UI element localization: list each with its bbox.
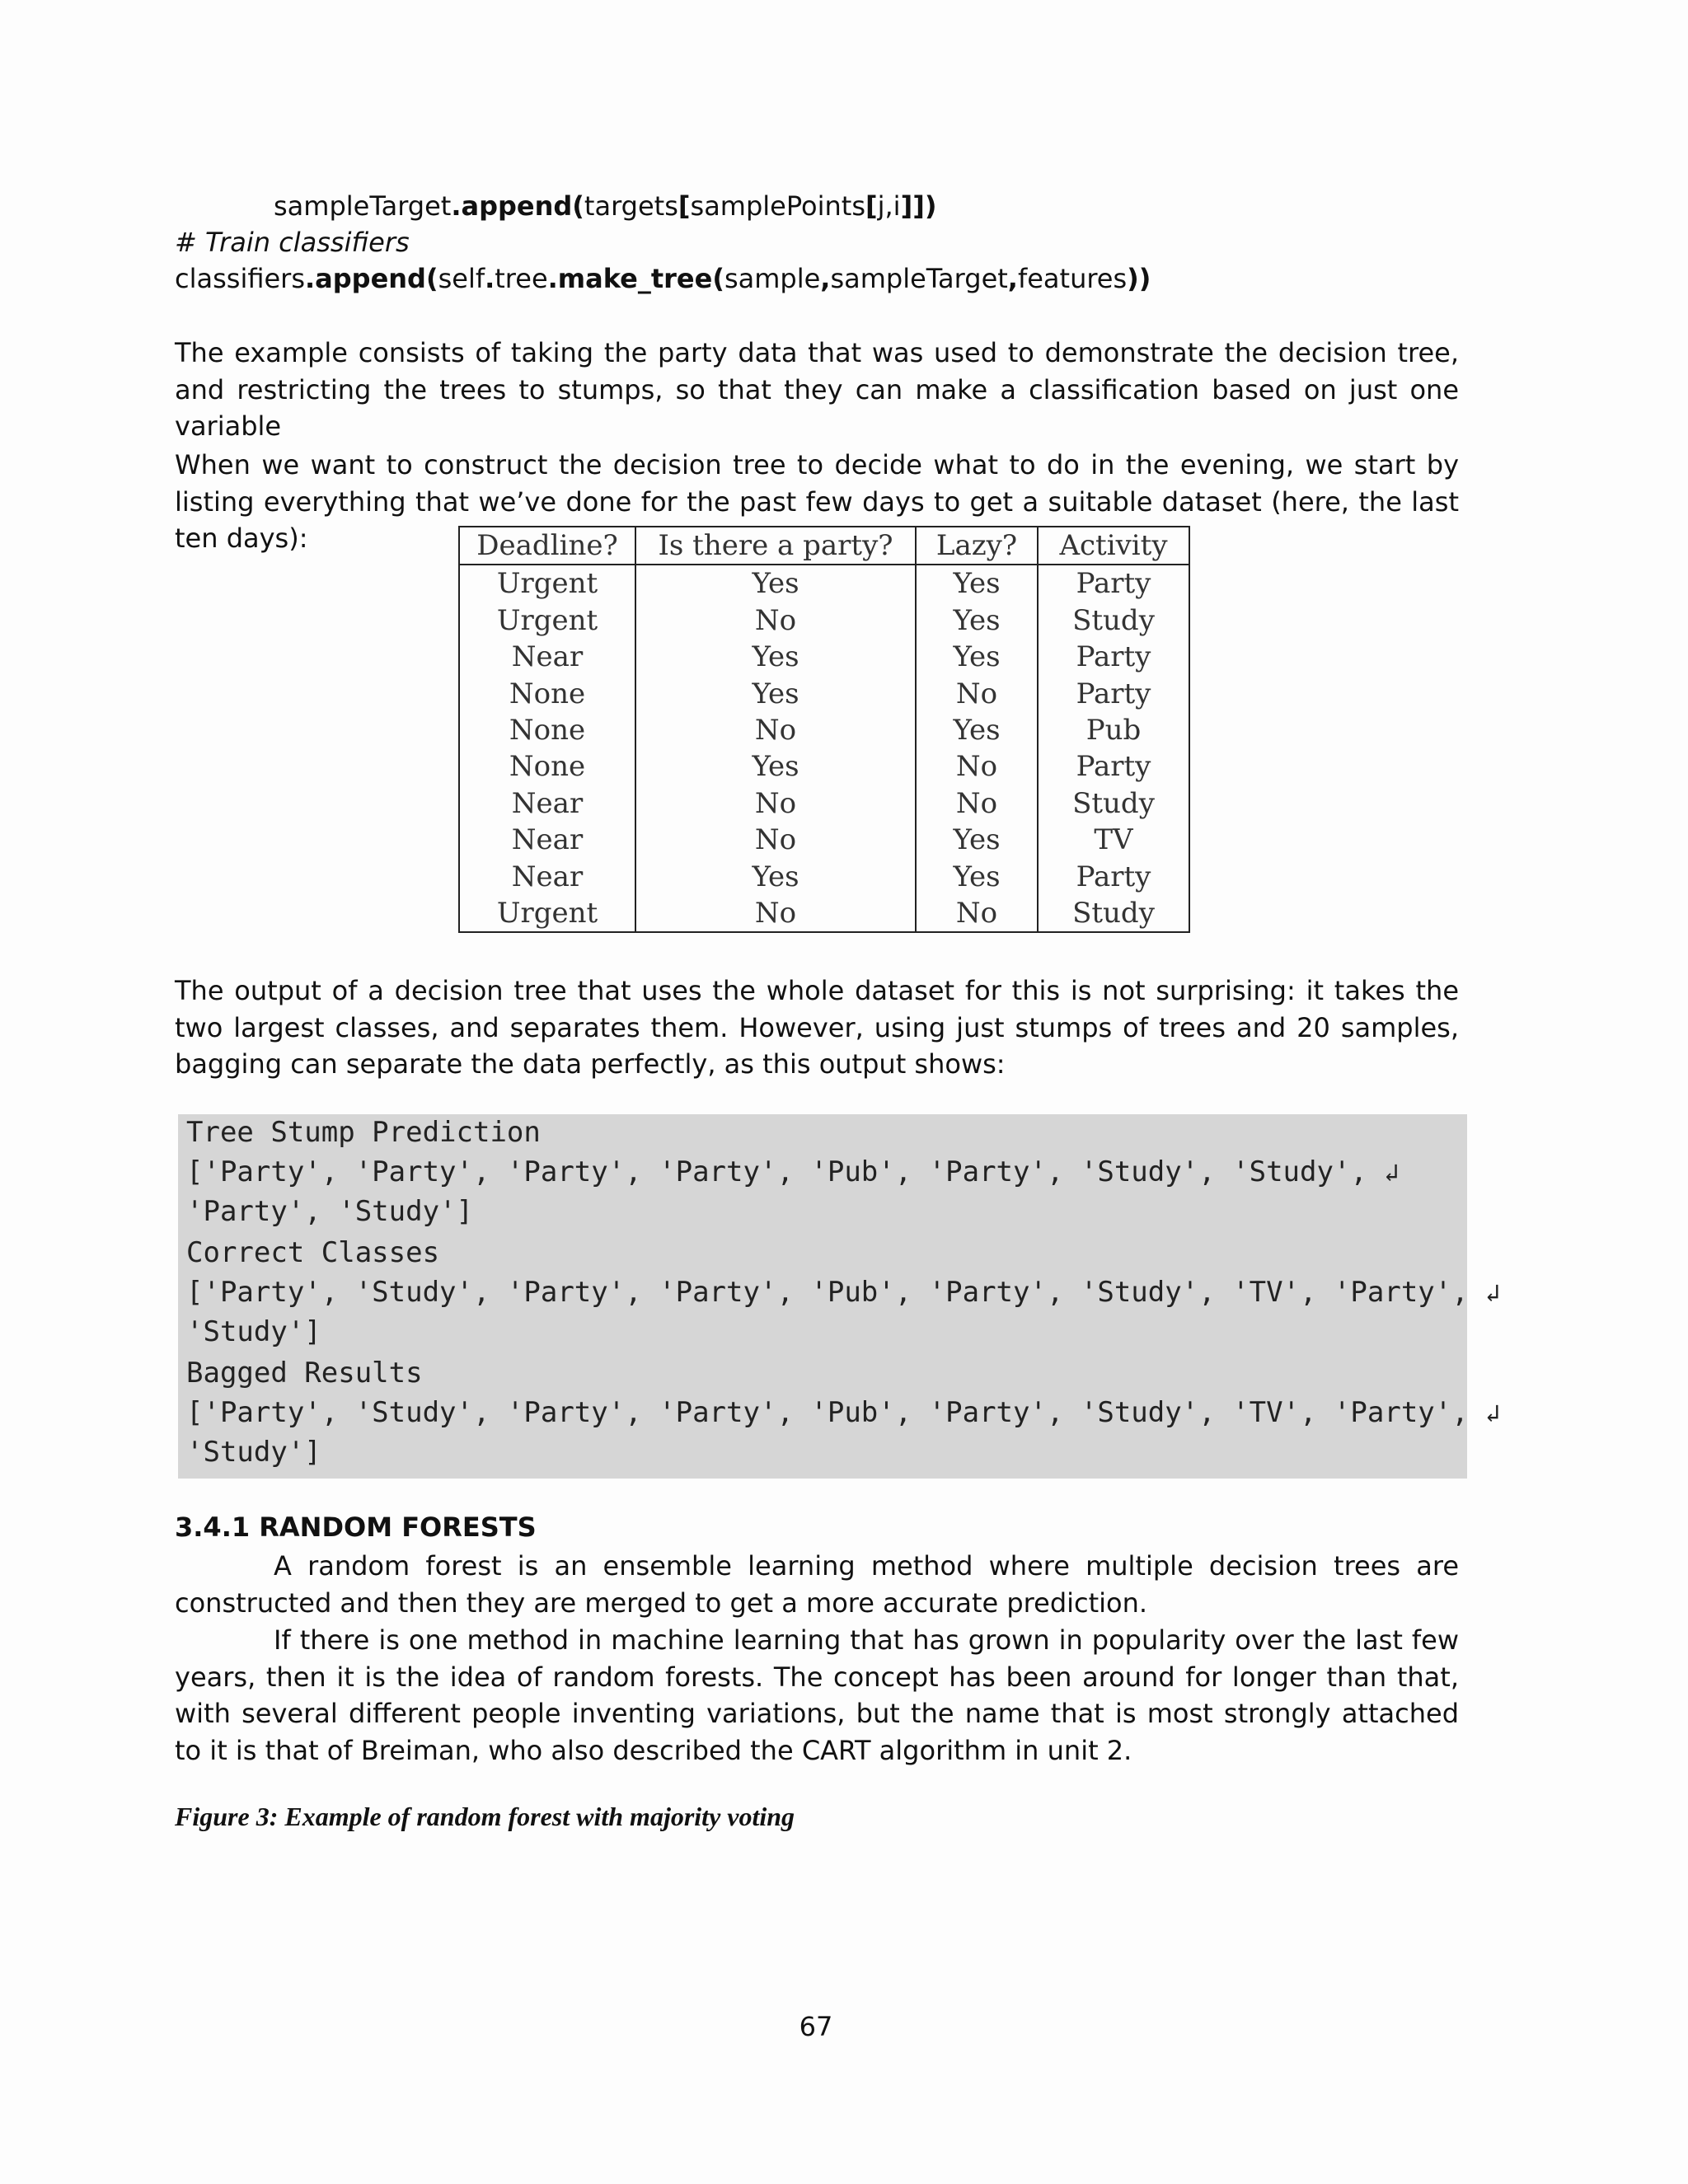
code-token: [: [865, 190, 878, 222]
output-label-bagged: Bagged Results: [186, 1357, 423, 1390]
table-cell: TV: [1038, 822, 1189, 858]
table-cell: Party: [1038, 859, 1189, 895]
output-line: 'Study']: [186, 1436, 321, 1469]
paragraph-text: The output of a decision tree that uses the whole dataset for this is not surprising: it takes the two largest classes, and separates them. However, using just stumps of trees and 20 samples, bagging can separate the data perfectly, as this output shows:: [175, 975, 1459, 1080]
code-token: )): [1127, 263, 1151, 294]
table-cell: No: [916, 748, 1038, 785]
column-header-party: Is there a party?: [635, 527, 916, 565]
code-token: samplePoints: [690, 190, 865, 222]
table-cell: Urgent: [459, 602, 635, 639]
table-row: [459, 895, 1189, 932]
table-cell: Yes: [916, 859, 1038, 895]
table-cell: No: [635, 785, 916, 822]
table-cell: Near: [459, 785, 635, 822]
table-cell: No: [916, 676, 1038, 712]
table-cell: No: [916, 785, 1038, 822]
table-cell: Yes: [916, 565, 1038, 602]
code-token: sample: [724, 263, 821, 294]
output-line-text: ['Party', 'Party', 'Party', 'Party', 'Pub', 'Party', 'Study', 'Study',: [186, 1155, 1385, 1188]
output-line-text: ['Party', 'Study', 'Party', 'Party', 'Pub', 'Party', 'Study', 'TV', 'Party',: [186, 1276, 1486, 1309]
table-row: [459, 859, 1189, 895]
table-cell: No: [916, 895, 1038, 932]
table-cell: Yes: [916, 712, 1038, 748]
paragraph-text: The example consists of taking the party data that was used to demonstrate the decision tree, and restricting the trees to stumps, so that they can make a classification based on just one variable: [175, 337, 1459, 442]
column-header-lazy: Lazy?: [916, 527, 1038, 565]
code-token: ]]): [900, 190, 937, 222]
table-cell: Study: [1038, 895, 1189, 932]
table-row: [459, 676, 1189, 712]
code-token: .: [485, 263, 495, 294]
table-cell: No: [635, 712, 916, 748]
code-token: sampleTarget: [274, 190, 452, 222]
paragraph-random-forest-definition: [175, 1548, 1459, 1621]
party-dataset-table: [458, 526, 1190, 933]
section-heading: 3.4.1 RANDOM FORESTS: [175, 1511, 537, 1543]
code-token: ,: [820, 263, 831, 294]
code-token: targets: [584, 190, 678, 222]
line-wrap-icon: ↲: [1485, 1399, 1501, 1428]
table-cell: No: [635, 895, 916, 932]
table-cell: Pub: [1038, 712, 1189, 748]
table-row: [459, 565, 1189, 602]
table-cell: Party: [1038, 639, 1189, 675]
code-token: ,: [1007, 263, 1018, 294]
table-cell: Yes: [916, 639, 1038, 675]
output-line: [186, 1396, 1500, 1431]
table-cell: Yes: [635, 859, 916, 895]
paragraph-text: A random forest is an ensemble learning method where multiple decision trees are constructed and then they are merged to get a more accurate prediction.: [175, 1550, 1459, 1619]
table-row: [459, 712, 1189, 748]
table-cell: Yes: [916, 822, 1038, 858]
table-cell: Urgent: [459, 565, 635, 602]
code-token: [: [678, 190, 691, 222]
table-cell: Party: [1038, 565, 1189, 602]
table-cell: Near: [459, 822, 635, 858]
table-cell: Party: [1038, 748, 1189, 785]
column-header-activity: Activity: [1038, 527, 1189, 565]
paragraph-random-forest-history: [175, 1622, 1459, 1769]
line-wrap-icon: ↲: [1485, 1279, 1501, 1308]
table-header-row: [459, 527, 1189, 565]
output-line: [186, 1276, 1500, 1310]
code-token: .make_tree(: [547, 263, 724, 294]
table-cell: Yes: [635, 639, 916, 675]
table-row: [459, 785, 1189, 822]
table-cell: Party: [1038, 676, 1189, 712]
table-cell: No: [635, 822, 916, 858]
column-header-deadline: Deadline?: [459, 527, 635, 565]
page-number: 67: [799, 2011, 833, 2042]
table-cell: Near: [459, 859, 635, 895]
code-comment: [175, 224, 410, 260]
table-cell: Urgent: [459, 895, 635, 932]
table-cell: Yes: [635, 676, 916, 712]
code-token: classifiers: [175, 263, 305, 294]
output-line-text: ['Party', 'Study', 'Party', 'Party', 'Pub', 'Party', 'Study', 'TV', 'Party',: [186, 1396, 1486, 1429]
code-line-append-classifier: [175, 260, 1151, 297]
output-line: 'Party', 'Study']: [186, 1195, 473, 1228]
table-cell: No: [635, 602, 916, 639]
table-row: [459, 602, 1189, 639]
code-token: sampleTarget: [830, 263, 1008, 294]
code-token: j,i: [877, 190, 901, 222]
paragraph-text: When we want to construct the decision tree to decide what to do in the evening, we start by listing everything that we’ve done for the past few days to get a suitable dataset (here, the last ten days):: [175, 449, 1459, 554]
table-row: [459, 822, 1189, 858]
output-label-correct: Correct Classes: [186, 1236, 440, 1269]
output-line: 'Study']: [186, 1315, 321, 1348]
table-cell: None: [459, 676, 635, 712]
table-row: [459, 748, 1189, 785]
table-row: [459, 639, 1189, 675]
code-token: tree: [495, 263, 548, 294]
table-cell: Study: [1038, 602, 1189, 639]
table-cell: None: [459, 748, 635, 785]
table-cell: Yes: [916, 602, 1038, 639]
line-wrap-icon: ↲: [1384, 1159, 1400, 1188]
code-token: .append(: [451, 190, 584, 222]
code-comment-text: # Train classifiers: [175, 227, 410, 258]
code-token: features: [1017, 263, 1128, 294]
table-cell: None: [459, 712, 635, 748]
table-cell: Yes: [635, 565, 916, 602]
paragraph-tree-output: [175, 972, 1459, 1083]
output-line: [186, 1155, 1399, 1190]
paragraph-text: If there is one method in machine learning that has grown in popularity over the last few years, then it is the idea of random forests. The concept has been around for longer than that, with several different people inventing variations, but the name that is most strongly attached to it is that of Breiman, who also described the CART algorithm in unit 2.: [175, 1624, 1459, 1766]
table-cell: Yes: [635, 748, 916, 785]
output-label-stump: Tree Stump Prediction: [186, 1116, 541, 1149]
paragraph-party-example: [175, 335, 1459, 445]
code-line-append-target: [175, 188, 936, 224]
figure-caption: Figure 3: Example of random forest with majority voting: [175, 1802, 795, 1831]
table-cell: Study: [1038, 785, 1189, 822]
output-code-block: [178, 1114, 1501, 1479]
code-token: .append(: [305, 263, 438, 294]
table-cell: Near: [459, 639, 635, 675]
code-token: self: [438, 263, 485, 294]
